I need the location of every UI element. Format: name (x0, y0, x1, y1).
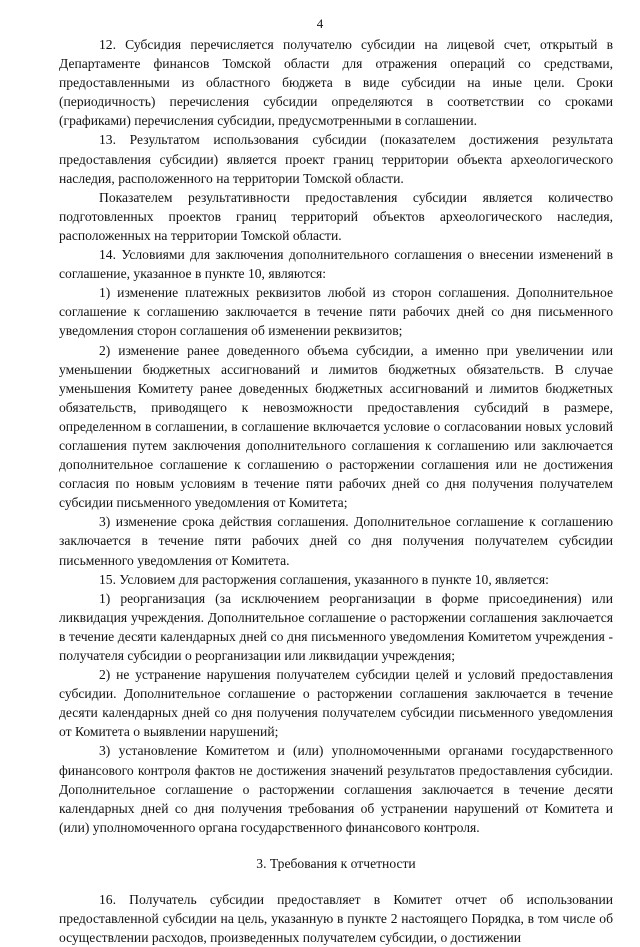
paragraph-15-item-2: 2) не устранение нарушения получателем субсидии целей и условий предоставления субсидии. Дополнительное соглашение о расторжении соглашения заключается в течение десяти календарных дней со дня получения получателем субсидии письменного уведомления от Комитета о выявлении нарушений; (59, 667, 613, 740)
document-body (59, 35, 613, 947)
paragraph-13: 13. Результатом использования субсидии (показателем достижения результата предоставления субсидии) является проект границ территории объекта археологического наследия, расположенного на территории Томской области. (59, 132, 613, 186)
paragraph-14-item-3: 3) изменение срока действия соглашения. Дополнительное соглашение к соглашению заключается в течение пяти рабочих дней со дня получения получателем субсидии письменного уведомления от Комитета. (59, 514, 613, 568)
paragraph-15-item-3: 3) установление Комитетом и (или) уполномоченными органами государственного финансового контроля фактов не достижения значений результатов предоставления субсидии. Дополнительное соглашение о расторжении соглашения заключается в течение десяти календарных дней со дня получения требования об устранении нарушений от Комитета и (или) уполномоченного органа государственного финансового контроля. (59, 743, 613, 835)
paragraph-14-item-1: 1) изменение платежных реквизитов любой из сторон соглашения. Дополнительное соглашение к соглашению заключается в течение пяти рабочих дней со дня письменного уведомления сторон соглашения об изменении реквизитов; (59, 285, 613, 339)
paragraph-12: 12. Субсидия перечисляется получателю субсидии на лицевой счет, открытый в Департаменте финансов Томской области для отражения операций со средствами, предоставленными из областного бюджета в виде субсидии на иные цели. Сроки (периодичность) перечисления субсидии определяются в соответствии со сроками (графиками) перечисления субсидии, предусмотренными в соглашении. (59, 37, 613, 129)
section-heading: 3. Требования к отчетности (256, 855, 416, 871)
paragraph-14: 14. Условиями для заключения дополнительного соглашения о внесении изменений в соглашение, указанное в пункте 10, являются: (59, 247, 613, 282)
paragraph-performance-indicator: Показателем результативности предоставления субсидии является количество подготовленных проектов границ территорий объектов археологического наследия, расположенных на территории Томской области. (59, 189, 613, 243)
paragraph-14-item-2: 2) изменение ранее доведенного объема субсидии, а именно при увеличении или уменьшении бюджетных ассигнований и лимитов бюджетных обязательств. В случае уменьшения Комитету ранее доведенных бюджетных ассигнований и лимитов бюджетных обязательств, приводящего к невозможности предоставления субсидий в размере, определенном в соглашении, в соглашение включается условие о согласовании новых условий соглашения путем заключения дополнительного соглашения к соглашению или заключается дополнительное соглашение к соглашению о расторжении соглашения или не достижения согласия по новым условиям в течение пяти рабочих дней со дня получения получателем субсидии письменного уведомления от Комитета; (59, 342, 613, 511)
paragraph-16: 16. Получатель субсидии предоставляет в Комитет отчет об использовании предоставленной субсидии на цель, указанную в пункте 2 настоящего Порядка, в том числе об осуществлении расходов, произведенных получателем субсидии, о достижении (59, 892, 613, 946)
page-number: 4 (316, 16, 324, 31)
paragraph-15-item-1: 1) реорганизация (за исключением реорганизации в форме присоединения) или ликвидация учреждения. Дополнительное соглашение о расторжении соглашения заключается в течение десяти календарных дней со дня письменного уведомления Комитетом учреждения - получателя субсидии о реорганизации или ликвидации учреждения; (59, 590, 613, 663)
paragraph-15: 15. Условием для расторжения соглашения, указанного в пункте 10, является: (99, 571, 549, 587)
